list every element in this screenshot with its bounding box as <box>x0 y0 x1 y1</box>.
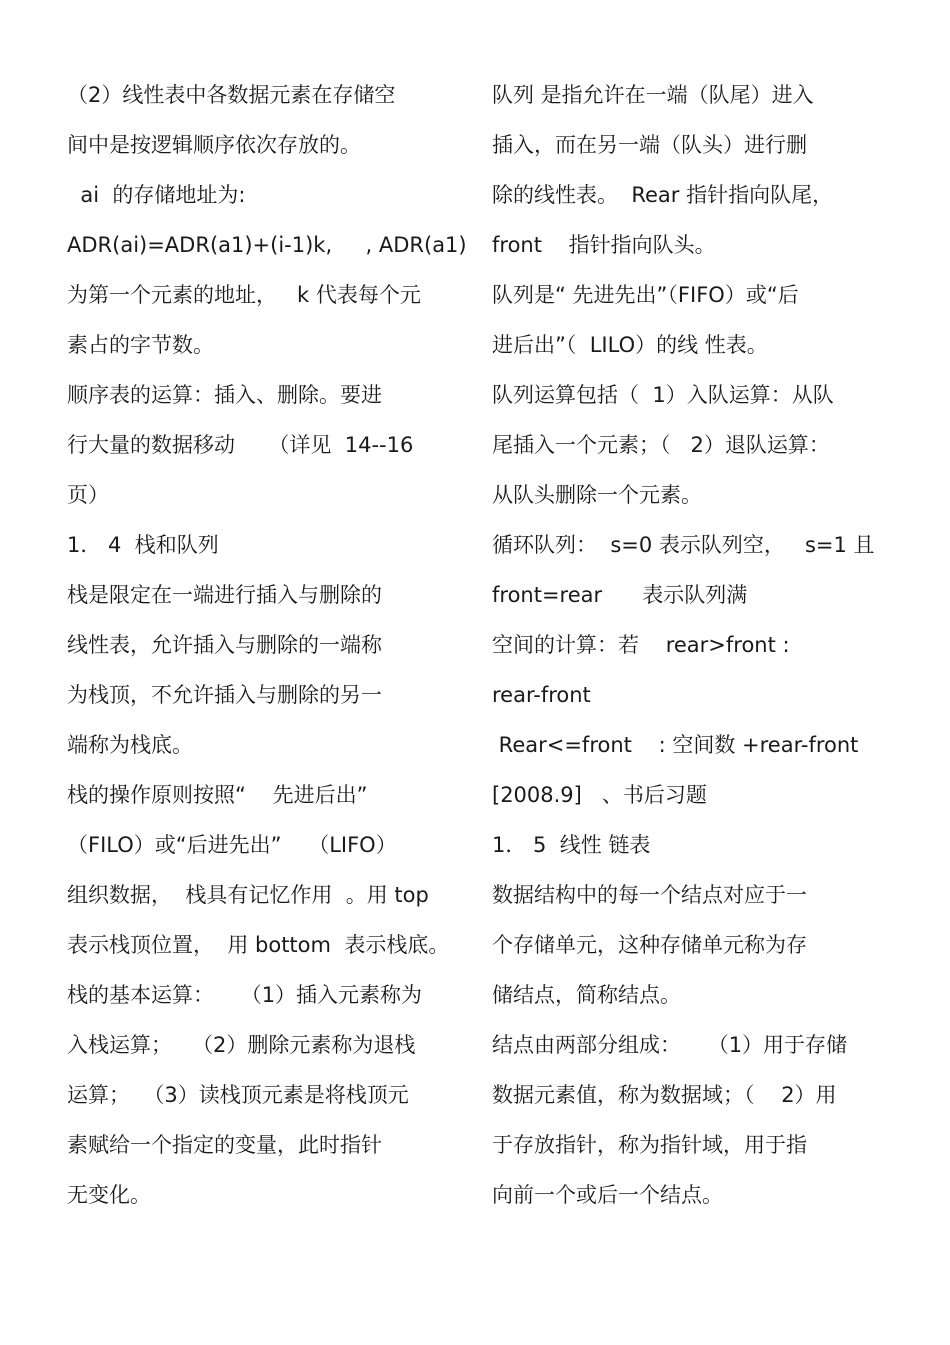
text-line: 为栈顶，不允许插入与删除的另一 <box>67 683 382 707</box>
text-line: 页） <box>67 483 109 507</box>
text-line: 顺序表的运算：插入、删除。要进 <box>67 383 382 407</box>
text-line: 个存储单元，这种存储单元称为存 <box>492 933 807 957</box>
text-line: 数据元素值，称为数据域；（ 2）用 <box>492 1083 837 1107</box>
text-line: 组织数据， 栈具有记忆作用 。用 top <box>67 883 429 907</box>
formula-line: ADR(ai)=ADR(a1)+(i-1)k, , ADR(a1) <box>67 233 467 257</box>
text-line: 尾插入一个元素；（ 2）退队运算： <box>492 433 830 457</box>
text-line: 数据结构中的每一个结点对应于一 <box>492 883 807 907</box>
section-heading-stack-queue: 1． 4 栈和队列 <box>67 533 219 557</box>
text-line: 行大量的数据移动 （详见 14--16 <box>67 433 414 457</box>
text-line: 线性表，允许插入与删除的一端称 <box>67 633 382 657</box>
text-line: 结点由两部分组成： （1）用于存储 <box>492 1033 848 1057</box>
formula-line: rear-front <box>492 683 591 707</box>
text-line: 栈的操作原则按照“ 先进后出” <box>67 783 368 807</box>
text-line: 队列是“ 先进先出”（FIFO）或“后 <box>492 283 799 307</box>
formula-line: Rear<=front : 空间数 +rear-front <box>492 733 859 757</box>
text-line: front=rear 表示队列满 <box>492 583 748 607</box>
right-text-column <box>492 70 912 1220</box>
text-line: 素赋给一个指定的变量，此时指针 <box>67 1133 382 1157</box>
text-line: （2）线性表中各数据元素在存储空 <box>67 83 396 107</box>
text-line: 空间的计算：若 rear>front : <box>492 633 790 657</box>
text-line: 素占的字节数。 <box>67 333 214 357</box>
text-line: 为第一个元素的地址， k 代表每个元 <box>67 283 421 307</box>
text-line: 除的线性表。 Rear 指针指向队尾， <box>492 183 834 207</box>
text-line: 循环队列： s=0 表示队列空， s=1 且 <box>492 533 875 557</box>
left-text-column <box>67 70 477 1220</box>
text-line: ai 的存储地址为: <box>67 183 246 207</box>
text-line: 从队头删除一个元素。 <box>492 483 702 507</box>
text-line: （FILO）或“后进先出” （LIFO） <box>67 833 397 857</box>
text-line: 运算； （3）读栈顶元素是将栈顶元 <box>67 1083 409 1107</box>
text-line: 端称为栈底。 <box>67 733 193 757</box>
text-line: 无变化。 <box>67 1183 151 1207</box>
text-line: 向前一个或后一个结点。 <box>492 1183 723 1207</box>
text-line: 入栈运算； （2）删除元素称为退栈 <box>67 1033 416 1057</box>
text-line: 栈是限定在一端进行插入与删除的 <box>67 583 382 607</box>
text-line: 表示栈顶位置， 用 bottom 表示栈底。 <box>67 933 450 957</box>
text-line: 插入，而在另一端（队头）进行删 <box>492 133 807 157</box>
text-line: 间中是按逻辑顺序依次存放的。 <box>67 133 361 157</box>
text-line: 于存放指针，称为指针域，用于指 <box>492 1133 807 1157</box>
text-line: 栈的基本运算： （1）插入元素称为 <box>67 983 423 1007</box>
text-line: front 指针指向队头。 <box>492 233 716 257</box>
text-line: 队列 是指允许在一端（队尾）进入 <box>492 83 814 107</box>
section-heading-linked-list: 1． 5 线性 链表 <box>492 833 651 857</box>
text-line: 储结点，简称结点。 <box>492 983 681 1007</box>
text-line: 进后出”（ LILO）的线 性表。 <box>492 333 768 357</box>
text-line: [2008.9] 、书后习题 <box>492 783 707 807</box>
text-line: 队列运算包括（ 1）入队运算：从队 <box>492 383 834 407</box>
